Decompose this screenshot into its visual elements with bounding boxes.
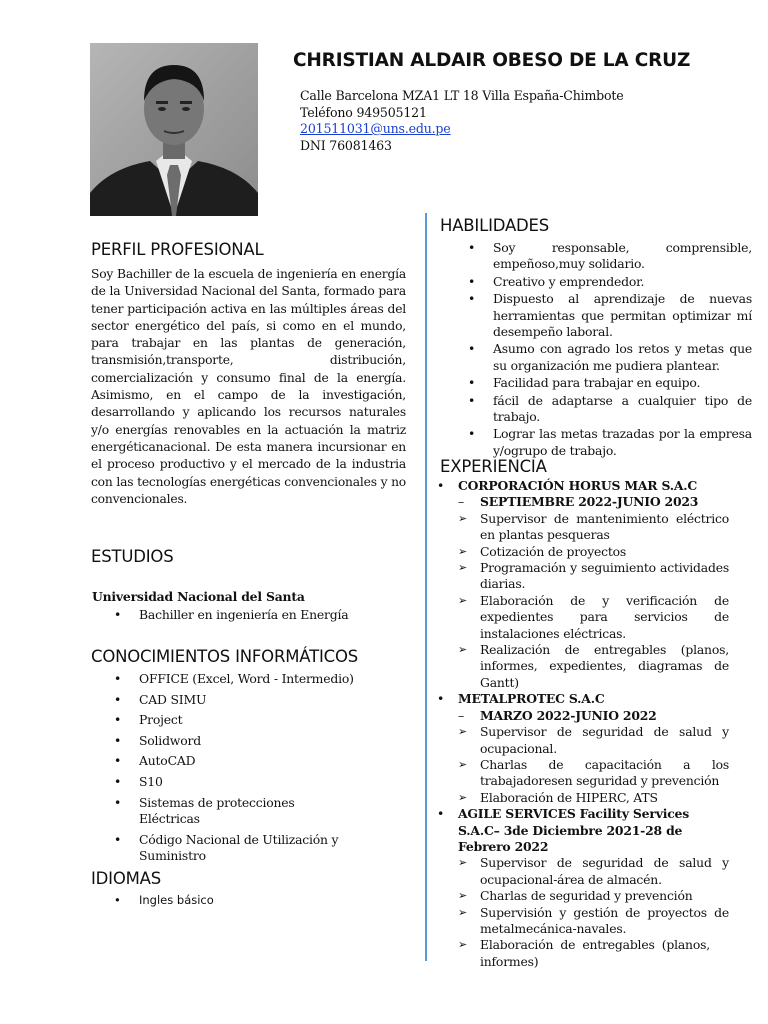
job-entry bbox=[436, 478, 729, 691]
list-item: • Asumo con agrado los retos y metas que su organización me pudiera plantear. bbox=[450, 341, 752, 374]
list-item: • OFFICE (Excel, Word - Intermedio) bbox=[96, 671, 366, 687]
task-item: ➢ Supervisor de seguridad de salud y ocupacional-área de almacén. bbox=[436, 855, 729, 888]
task-item: ➢ Programación y seguimiento actividades diarias. bbox=[436, 560, 729, 593]
list-item: • Soy responsable, comprensible, empeñoso,muy solidario. bbox=[450, 240, 752, 273]
job-entry bbox=[436, 806, 729, 970]
job-period bbox=[436, 494, 729, 510]
list-item: • S10 bbox=[96, 774, 366, 790]
studies-list bbox=[96, 607, 396, 628]
experience-list bbox=[436, 478, 729, 970]
dash: – bbox=[458, 707, 464, 723]
job-company: • CORPORACIÓN HORUS MAR S.A.C bbox=[436, 478, 729, 494]
task-item: ➢ Elaboración de y verificación de expedientes para servicios de instalaciones eléctricas. bbox=[436, 593, 729, 642]
task-item: ➢ Elaboración de entregables (planos, informes) bbox=[436, 937, 710, 970]
job-period bbox=[436, 708, 729, 724]
phone: Teléfono 949505121 bbox=[300, 104, 427, 120]
studies-heading: ESTUDIOS bbox=[91, 547, 174, 566]
task-item: ➢ Charlas de seguridad y prevención bbox=[436, 888, 729, 904]
list-item: • CAD SIMU bbox=[96, 692, 366, 708]
dash: – bbox=[458, 494, 464, 510]
email-link[interactable]: 201511031@uns.edu.pe bbox=[300, 121, 451, 136]
task-item: ➢ Supervisor de seguridad de salud y ocupacional. bbox=[436, 724, 729, 757]
skills-heading: HABILIDADES bbox=[440, 216, 550, 235]
contact-block bbox=[300, 88, 624, 154]
list-item: • Dispuesto al aprendizaje de nuevas herramientas que permitan optimizar mí desempeño laboral. bbox=[450, 291, 752, 340]
computing-list bbox=[96, 671, 366, 869]
task-item: ➢ Cotización de proyectos bbox=[436, 544, 729, 560]
job-company: • AGILE SERVICES Facility Services S.A.C– 3de Diciembre 2021-28 de Febrero 2022 bbox=[436, 806, 708, 855]
computing-heading: CONOCIMIENTOS INFORMÁTICOS bbox=[91, 647, 359, 666]
job-tasks bbox=[436, 855, 729, 970]
list-item: • fácil de adaptarse a cualquier tipo de trabajo. bbox=[450, 393, 752, 426]
university-name: Universidad Nacional del Santa bbox=[92, 589, 305, 604]
task-item: ➢ Supervisor de mantenimiento eléctrico en plantas pesqueras bbox=[436, 511, 729, 544]
task-item: ➢ Elaboración de HIPERC, ATS bbox=[436, 790, 729, 806]
dni: DNI 76081463 bbox=[300, 137, 392, 153]
list-item: • AutoCAD bbox=[96, 753, 366, 769]
task-item: ➢ Realización de entregables (planos, informes, expedientes, diagramas de Gantt) bbox=[436, 642, 729, 691]
experience-heading: EXPERIENCIA bbox=[440, 457, 547, 476]
job-period-text: SEPTIEMBRE 2022-JUNIO 2023 bbox=[480, 494, 699, 510]
list-item: • Código Nacional de Utilización y Suministro bbox=[96, 832, 351, 865]
job-tasks bbox=[436, 511, 729, 691]
candidate-name: CHRISTIAN ALDAIR OBESO DE LA CRUZ bbox=[293, 50, 691, 71]
list-item: • Ingles básico bbox=[96, 892, 396, 908]
list-item: • Project bbox=[96, 712, 366, 728]
job-period-text: MARZO 2022-JUNIO 2022 bbox=[480, 707, 657, 723]
task-item: ➢ Supervisión y gestión de proyectos de metalmecánica-navales. bbox=[436, 905, 729, 938]
profile-heading: PERFIL PROFESIONAL bbox=[91, 240, 264, 259]
address: Calle Barcelona MZA1 LT 18 Villa España-Chimbote bbox=[300, 88, 624, 103]
list-item: • Lograr las metas trazadas por la empresa y/ogrupo de trabajo. bbox=[450, 426, 752, 459]
profile-text: Soy Bachiller de la escuela de ingeniería en energía de la Universidad Nacional del Santa, formado para tener participación activa en las múltiples áreas del sector energético del país, si como en el mundo, para trabajar en las plantas de generación, transmisión,transporte, distribución, comercialización y consumo final de la energía. Asimismo, en el campo de la investigación, desarrollando y aplicando los recursos naturales y/o energías renovables en la actuación la matriz energéticanacional. De esta manera incursionar en el proceso productivo y el mercado de la industria con las tecnologías energéticas convencionales y no convencionales. bbox=[91, 267, 406, 506]
list-item: • Creativo y emprendedor. bbox=[450, 274, 752, 290]
list-item: • Solidword bbox=[96, 733, 366, 749]
job-tasks bbox=[436, 724, 729, 806]
skills-list bbox=[450, 240, 752, 460]
job-company: • METALPROTEC S.A.C bbox=[436, 691, 729, 707]
list-item: • Sistemas de protecciones Eléctricas bbox=[96, 795, 309, 828]
job-entry bbox=[436, 691, 729, 806]
languages-heading: IDIOMAS bbox=[91, 869, 162, 888]
languages-list bbox=[96, 892, 396, 908]
list-item: • Facilidad para trabajar en equipo. bbox=[450, 375, 752, 391]
profile-photo bbox=[90, 43, 258, 216]
column-divider bbox=[425, 213, 427, 961]
task-item: ➢ Charlas de capacitación a los trabajadoresen seguridad y prevención bbox=[436, 757, 729, 790]
list-item: • Bachiller en ingeniería en Energía bbox=[96, 607, 396, 623]
